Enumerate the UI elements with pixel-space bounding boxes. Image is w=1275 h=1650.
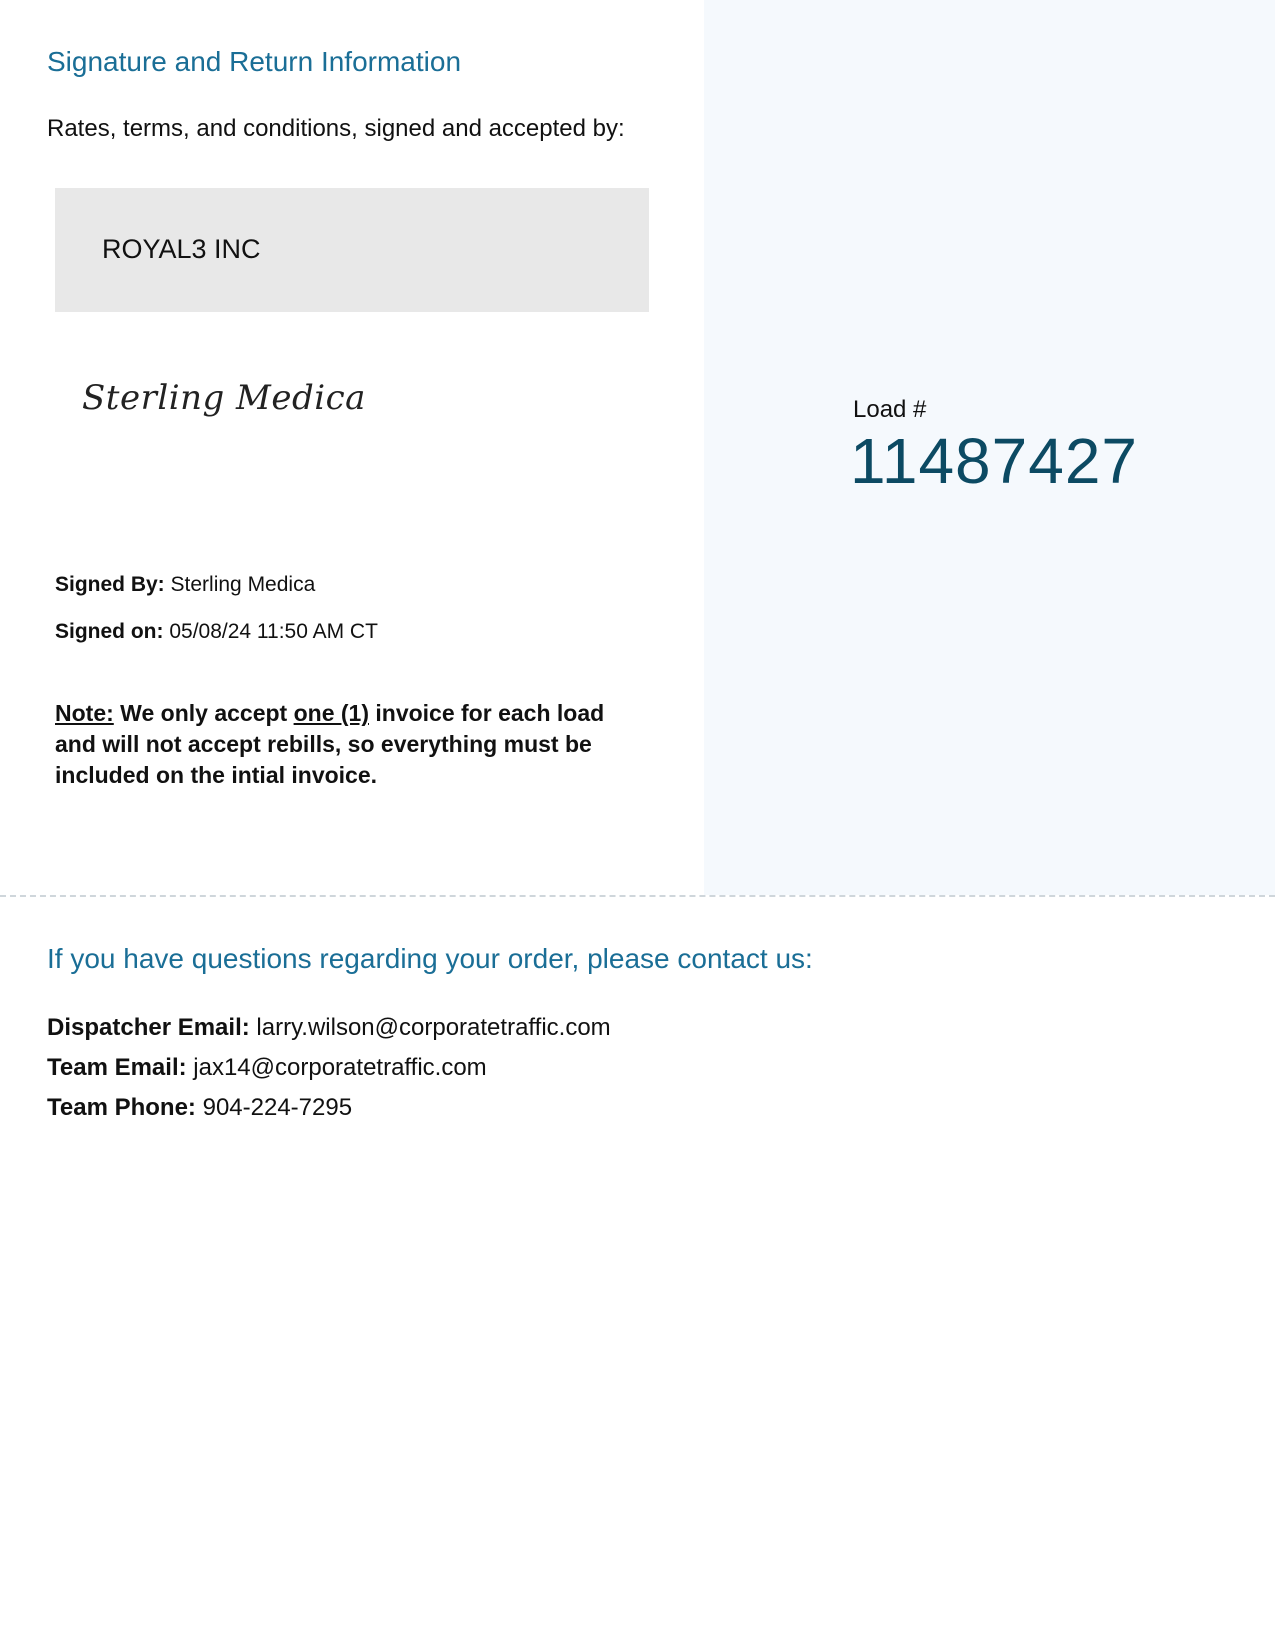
load-label: Load #	[853, 396, 927, 423]
team-email-line	[47, 1054, 487, 1082]
note-text-start: We only accept	[120, 700, 288, 726]
team-email-label: Team Email:	[47, 1054, 187, 1081]
acceptance-intro-text: Rates, terms, and conditions, signed and accepted by:	[47, 115, 625, 142]
company-box	[55, 188, 649, 312]
team-email-value[interactable]: jax14@corporatetraffic.com	[193, 1054, 487, 1081]
team-phone-line	[47, 1094, 352, 1122]
team-phone-label: Team Phone:	[47, 1094, 196, 1121]
signed-by-label: Signed By:	[55, 573, 165, 596]
signed-on-line	[55, 620, 378, 644]
team-phone-value[interactable]: 904-224-7295	[202, 1094, 353, 1121]
dispatcher-email-value[interactable]: larry.wilson@corporatetraffic.com	[256, 1014, 611, 1041]
company-name: ROYAL3 INC	[102, 234, 261, 264]
signed-by-value: Sterling Medica	[170, 573, 316, 596]
signed-on-label: Signed on:	[55, 620, 164, 643]
signature-image	[82, 378, 366, 448]
dispatcher-email-line	[47, 1014, 611, 1042]
section-divider	[0, 895, 1275, 897]
signed-by-line	[55, 573, 315, 597]
signature-script: Sterling Medica	[82, 378, 366, 418]
note-text-end: invoice for each load and will not accept rebills, so everything must be included on the intial invoice.	[55, 700, 605, 788]
signed-on-value: 05/08/24 11:50 AM CT	[169, 620, 378, 643]
note-emphasis: one (1)	[293, 700, 369, 726]
note-label: Note:	[55, 700, 114, 726]
load-number: 11487427	[850, 425, 1138, 497]
invoice-note	[55, 698, 645, 791]
signature-section-title: Signature and Return Information	[47, 46, 462, 77]
contact-section-title: If you have questions regarding your order, please contact us:	[47, 943, 813, 974]
dispatcher-email-label: Dispatcher Email:	[47, 1014, 250, 1041]
